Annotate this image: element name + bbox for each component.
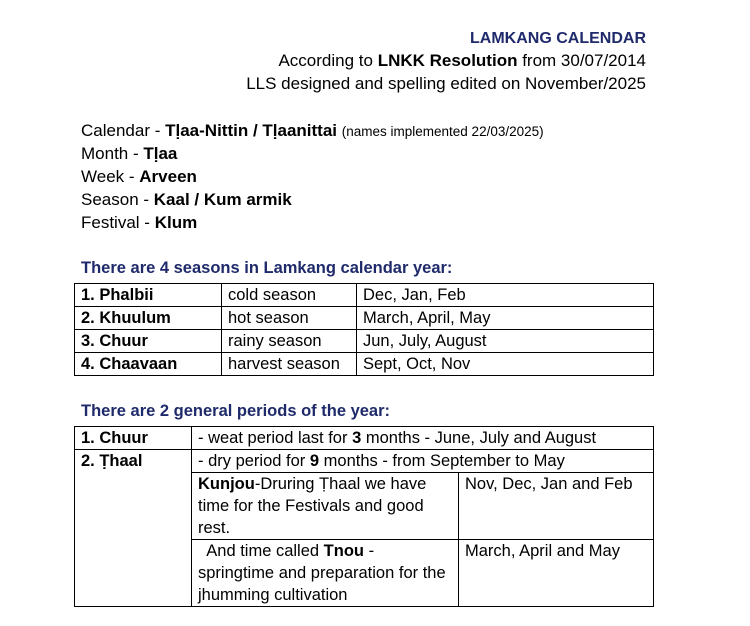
week-value: Arveen xyxy=(139,167,197,186)
season-name: 3. Chuur xyxy=(75,330,222,353)
period-month-count: 9 xyxy=(309,452,320,470)
subperiod-months: Nov, Dec, Jan and Feb xyxy=(459,473,654,540)
resolution-line xyxy=(278,50,646,72)
table-row xyxy=(75,284,654,307)
festival-value: Klum xyxy=(154,213,198,232)
season-value: Kaal / Kum armik xyxy=(153,190,292,209)
period-desc-text: - weat period last for xyxy=(198,429,353,447)
table-row xyxy=(75,353,654,376)
seasons-heading: There are 4 seasons in Lamkang calendar year: xyxy=(81,259,453,277)
calendar-value: Tḷaa-Nittin / Tḷaanittai xyxy=(165,121,338,140)
subperiod-name: Tnou xyxy=(323,542,364,560)
festival-term xyxy=(81,212,197,234)
document-title: LAMKANG CALENDAR xyxy=(470,30,646,47)
table-row xyxy=(75,307,654,330)
subperiod-text: -Druring Ṭhaal we have time for the Festivals and good rest. xyxy=(198,475,427,537)
period-desc-rest: months - June, July and August xyxy=(361,429,597,447)
resolution-name: LNKK Resolution xyxy=(377,51,518,70)
season-months: March, April, May xyxy=(357,307,654,330)
calendar-note: (names implemented 22/03/2025) xyxy=(341,124,544,139)
subperiod-name: Kunjou xyxy=(198,475,255,493)
month-value: Tḷaa xyxy=(143,144,178,163)
season-type: harvest season xyxy=(222,353,357,376)
table-row xyxy=(75,450,654,473)
calendar-label: Calendar - xyxy=(81,121,166,140)
week-term xyxy=(81,166,197,188)
table-row xyxy=(75,330,654,353)
resolution-date: from 30/07/2014 xyxy=(517,51,646,70)
period-name: 2. Ṭhaal xyxy=(75,450,192,607)
season-name: 2. Khuulum xyxy=(75,307,222,330)
season-name: 1. Phalbii xyxy=(75,284,222,307)
subperiod-text: And time called xyxy=(198,542,324,560)
season-type: rainy season xyxy=(222,330,357,353)
season-months: Dec, Jan, Feb xyxy=(357,284,654,307)
season-name: 4. Chaavaan xyxy=(75,353,222,376)
subperiod-description xyxy=(192,473,459,540)
subperiod-months: March, April and May xyxy=(459,540,654,607)
period-desc-text: - dry period for xyxy=(198,452,310,470)
table-row xyxy=(75,427,654,450)
period-month-count: 3 xyxy=(352,429,362,447)
season-label: Season - xyxy=(81,190,154,209)
season-months: Sept, Oct, Nov xyxy=(357,353,654,376)
festival-label: Festival - xyxy=(81,213,155,232)
resolution-prefix: According to xyxy=(278,51,378,70)
periods-heading: There are 2 general periods of the year: xyxy=(81,402,391,420)
edit-note-line: LLS designed and spelling edited on November/2025 xyxy=(246,74,646,93)
month-term xyxy=(81,143,177,165)
calendar-term xyxy=(81,120,544,143)
period-description xyxy=(192,450,654,473)
period-description xyxy=(192,427,654,450)
week-label: Week - xyxy=(81,167,140,186)
season-type: hot season xyxy=(222,307,357,330)
month-label: Month - xyxy=(81,144,144,163)
seasons-table xyxy=(74,283,654,376)
period-desc-rest: months - from September to May xyxy=(319,452,565,470)
subperiod-text: - springtime and preparation for the jhumming cultivation xyxy=(198,542,446,604)
season-type: cold season xyxy=(222,284,357,307)
period-name: 1. Chuur xyxy=(75,427,192,450)
season-term xyxy=(81,189,292,211)
periods-table xyxy=(74,426,654,607)
season-months: Jun, July, August xyxy=(357,330,654,353)
subperiod-description xyxy=(192,540,459,607)
